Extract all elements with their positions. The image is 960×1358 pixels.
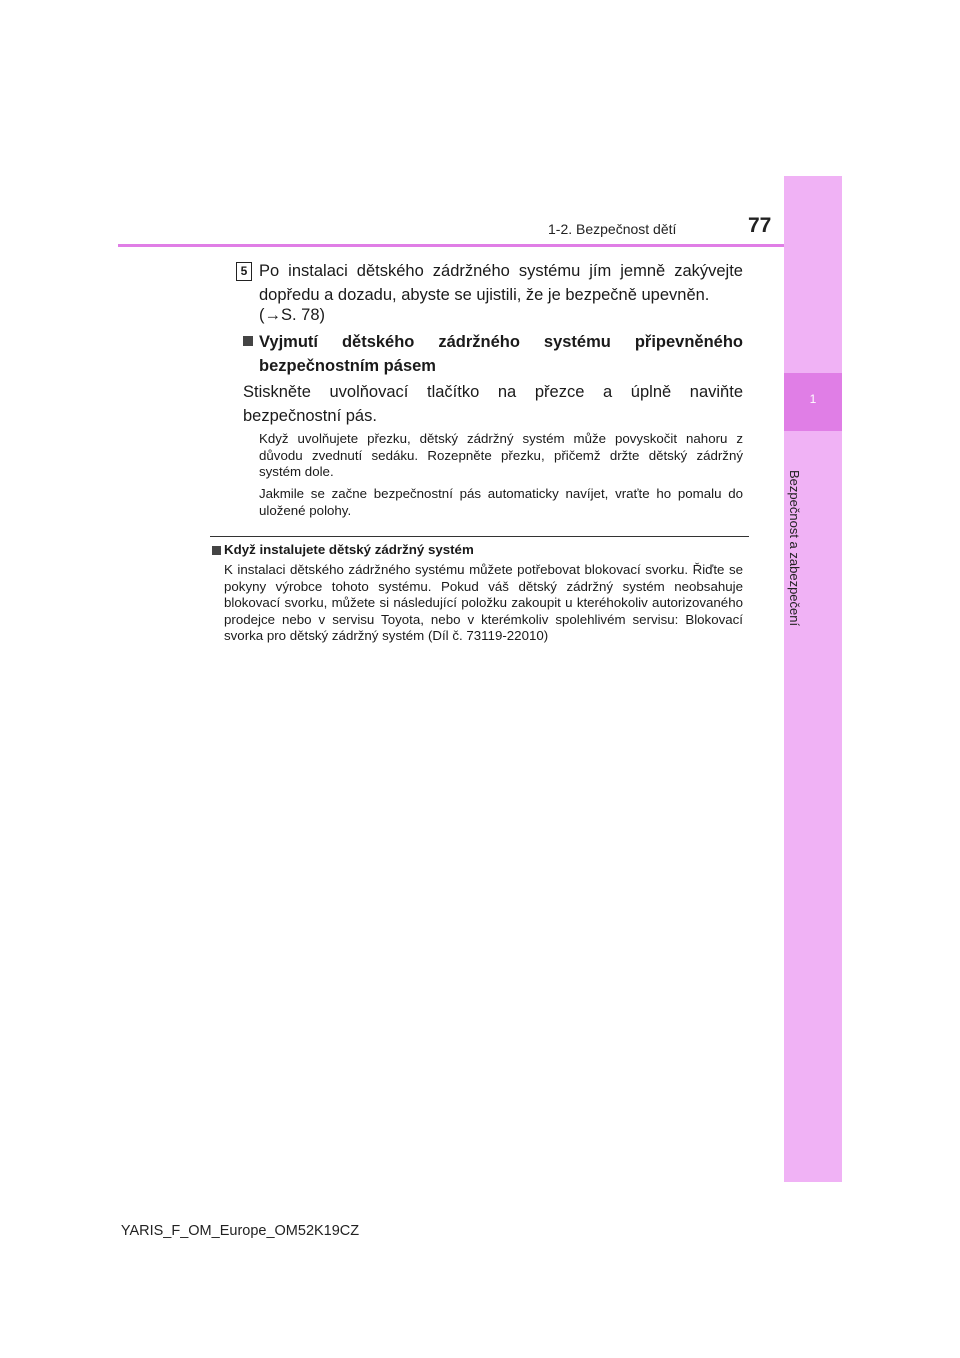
header-rule bbox=[118, 244, 784, 247]
document-id: YARIS_F_OM_Europe_OM52K19CZ bbox=[120, 1223, 360, 1239]
section-divider bbox=[210, 536, 749, 537]
page-reference: (→S. 78) bbox=[259, 306, 326, 324]
footer bbox=[0, 1223, 960, 1239]
info-heading: Když instalujete dětský zádržný systém bbox=[224, 542, 474, 557]
step-number-badge: 5 bbox=[236, 262, 252, 281]
header-section-title: 1-2. Bezpečnost dětí bbox=[548, 221, 677, 237]
page-number: 77 bbox=[748, 214, 772, 237]
chapter-number: 1 bbox=[809, 392, 817, 406]
step-text: Po instalaci dětského zádržného systému jím jemně zakývejte dopředu a dozadu, abyste se ujistili, že je bezpečně upevněn. bbox=[259, 262, 743, 304]
info-body: K instalaci dětského zádržného systému můžete potřebovat blokovací svorku. Řiďte se pokyny výrobce tohoto systému. Pokud váš dětský zádržný systém neobsahuje blokovací svorku, můžete si následující položku zakoupit u kteréhokoliv autorizovaného prodejce nebo v servisu Toyota, nebo v kterémkoliv spolehlivém servisu: Blokovací svorka pro dětský zádržný systém (Díl č. 73119-22010) bbox=[224, 562, 743, 643]
info-bullet-icon bbox=[212, 546, 221, 555]
section-note: Jakmile se začne bezpečnostní pás automaticky navíjet, vraťte ho pomalu do uložené polohy. bbox=[259, 486, 743, 518]
section-heading: Vyjmutí dětského zádržného systému připevněného bezpečnostním pásem bbox=[259, 333, 743, 375]
section-bullet-icon bbox=[243, 336, 253, 346]
section-body: Stiskněte uvolňovací tlačítko na přezce a úplně naviňte bezpečnostní pás. bbox=[243, 383, 743, 425]
section-note: Když uvolňujete přezku, dětský zádržný systém může povyskočit nahoru z důvodu zvednutí sedáku. Rozepněte přezku, přičemž držte dětský zádržný systém dole. bbox=[259, 431, 743, 479]
chapter-title: Bezpečnost a zabezpečení bbox=[787, 470, 802, 627]
chapter-side-tab bbox=[784, 176, 842, 1182]
